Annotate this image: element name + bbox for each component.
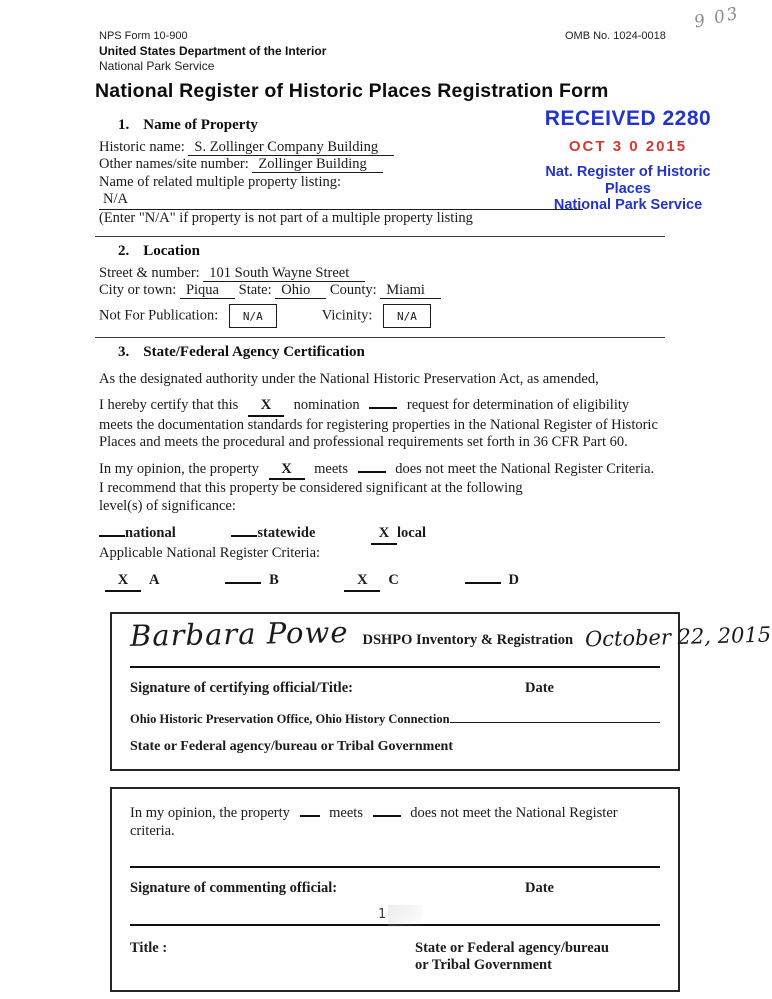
- other-names-value: Zollinger Building: [252, 156, 382, 173]
- agency-name: National Park Service: [99, 59, 215, 73]
- section-certification: [99, 344, 665, 592]
- comment-agency-block: [415, 940, 609, 975]
- section1-heading: [118, 117, 665, 135]
- opinion-post: does not meet the National Register Criteria.: [395, 460, 655, 477]
- local-label: local: [397, 525, 427, 541]
- department-name: United States Department of the Interior: [99, 44, 327, 58]
- not-for-publication-label: Not For Publication:: [99, 307, 219, 324]
- historic-name-label: Historic name:: [99, 138, 185, 155]
- national-label: national: [125, 525, 176, 541]
- certifying-date-handwritten: October 22, 2015: [584, 622, 772, 651]
- vicinity-label: Vicinity:: [321, 307, 373, 324]
- form-header: [95, 30, 674, 103]
- criterion-b-label: B: [269, 572, 279, 588]
- section3-heading-text: State/Federal Agency Certification: [143, 344, 365, 360]
- certifying-title: DSHPO Inventory & Registration: [362, 631, 574, 648]
- criterion-b: [219, 572, 279, 588]
- county-value: Miami: [380, 282, 441, 299]
- state-label: State:: [238, 282, 272, 298]
- certify-post: request for determination of eligibility meets the documentation standards for registering properties in the National Register of Historic Places and meets the procedural and professional requirements set forth in 36 CFR Part 60.: [99, 397, 658, 450]
- signature-rule: [130, 866, 660, 868]
- criterion-a-label: A: [149, 572, 160, 588]
- statewide-label: statewide: [257, 525, 316, 541]
- criterion-d-checkmark: [465, 582, 501, 584]
- opinion-paragraph: [99, 461, 665, 516]
- comment-does-not-meet-blank: [373, 815, 401, 817]
- national-checkmark: [99, 535, 125, 537]
- criteria-row: [99, 572, 665, 592]
- criterion-d: [459, 572, 519, 588]
- opinion-line3: level(s) of significance:: [99, 497, 236, 514]
- section2-heading: [118, 243, 665, 261]
- comment-opinion-line: [130, 805, 660, 840]
- comment-agency-line2: or Tribal Government: [415, 957, 552, 973]
- page-number: 1: [378, 907, 386, 922]
- pencil-annotation: 9 03: [692, 3, 742, 33]
- criteria-label: Applicable National Register Criteria:: [99, 544, 321, 561]
- criterion-c: [338, 572, 398, 588]
- stamp-nps-line: National Park Service: [553, 197, 703, 214]
- section1-heading-text: Name of Property: [143, 117, 258, 133]
- statewide-checkmark: [231, 535, 257, 537]
- historic-name-value: S. Zollinger Company Building: [188, 139, 394, 156]
- section2-number: 2.: [118, 243, 130, 259]
- opinion-pre: In my opinion, the property: [99, 460, 259, 477]
- county-label: County:: [329, 282, 377, 298]
- street-value: 101 South Wayne Street: [203, 265, 365, 282]
- criterion-d-label: D: [508, 572, 519, 588]
- agency-type-label: State or Federal agency/bureau or Tribal Government: [130, 738, 454, 754]
- received-stamp-date: OCT 3 0 2015: [568, 138, 688, 155]
- section-name-of-property: [99, 117, 665, 227]
- form-title: National Register of Historic Places Registration Form: [95, 80, 609, 102]
- section3-heading: [118, 344, 665, 362]
- certify-pre: I hereby certify that this: [99, 397, 239, 413]
- stamp-register-line: Nat. Register of Historic Places: [545, 164, 711, 197]
- section-divider: [95, 236, 665, 237]
- form-number: NPS Form 10-900: [99, 30, 188, 42]
- section2-heading-text: Location: [143, 243, 200, 259]
- criterion-a: [99, 572, 159, 588]
- meets-checkmark: X: [269, 461, 305, 481]
- certifying-signature-label: Signature of certifying official/Title:: [130, 679, 353, 696]
- certify-mid: nomination: [293, 397, 360, 413]
- comment-title-label: Title :: [130, 939, 168, 956]
- city-label: City or town:: [99, 282, 177, 298]
- criterion-c-checkmark: X: [344, 572, 380, 592]
- organization-blank-line: [450, 708, 660, 723]
- local-checkmark: X: [371, 525, 397, 545]
- level-local: [371, 525, 426, 541]
- level-national: [99, 525, 176, 541]
- vicinity-box: N/A: [383, 304, 431, 329]
- eligibility-blank: [369, 407, 397, 409]
- does-not-meet-blank: [358, 471, 386, 473]
- comment-opinion-mid: meets: [329, 805, 363, 821]
- criterion-b-checkmark: [225, 582, 261, 584]
- commenting-official-box: [110, 787, 680, 992]
- criterion-a-checkmark: X: [105, 572, 141, 592]
- related-listing-label: Name of related multiple property listing:: [99, 173, 342, 190]
- form-body: [99, 113, 772, 992]
- other-names-label: Other names/site number:: [99, 156, 249, 172]
- related-listing-value: N/A: [99, 191, 583, 210]
- scan-smudge: [388, 905, 422, 927]
- street-label: Street & number:: [99, 264, 200, 281]
- opinion-line2: I recommend that this property be considered significant at the following: [99, 480, 523, 496]
- nomination-checkmark: X: [248, 397, 284, 417]
- received-stamp-text: RECEIVED 2280: [544, 107, 712, 130]
- commenting-signature-label: Signature of commenting official:: [130, 880, 338, 896]
- related-listing-note: (Enter "N/A" if property is not part of a multiple property listing: [99, 209, 473, 226]
- signature-line: [129, 614, 772, 668]
- city-value: Piqua: [180, 282, 235, 299]
- comment-agency-line1: State or Federal agency/bureau: [415, 939, 609, 956]
- section-location: [99, 243, 665, 328]
- certification-intro: As the designated authority under the National Historic Preservation Act, as amended,: [99, 370, 599, 387]
- date-label: Date: [525, 679, 554, 696]
- section1-number: 1.: [118, 117, 130, 133]
- significance-levels: [99, 525, 665, 545]
- comment-opinion-pre: In my opinion, the property: [130, 805, 290, 821]
- certifying-organization: Ohio Historic Preservation Office, Ohio History Connection: [130, 712, 450, 726]
- criterion-c-label: C: [388, 572, 399, 588]
- omb-number: OMB No. 1024-0018: [565, 30, 666, 42]
- section-divider: [95, 337, 665, 338]
- comment-meets-blank: [300, 815, 320, 817]
- level-statewide: [231, 525, 315, 541]
- comment-date-label: Date: [525, 880, 554, 896]
- not-for-publication-box: N/A: [229, 304, 277, 329]
- certifying-official-box: [110, 612, 772, 772]
- state-value: Ohio: [275, 282, 326, 299]
- section3-number: 3.: [118, 344, 130, 360]
- certifying-signature: Barbara Powe: [129, 614, 349, 653]
- comment-opinion-post: does not meet the National Register criteria.: [130, 805, 618, 839]
- opinion-mid: meets: [314, 460, 348, 477]
- certify-paragraph: [99, 397, 665, 452]
